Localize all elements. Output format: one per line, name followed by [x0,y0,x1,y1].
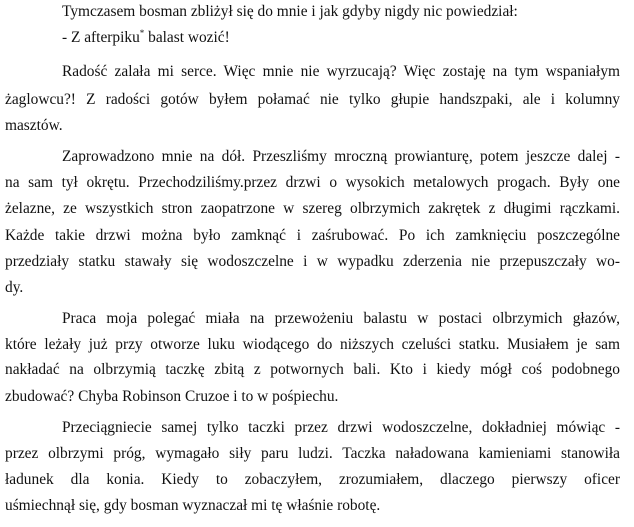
footnote-marker: * [139,28,145,38]
text-line: Każde takie drzwi można było zamknąć i zaśrubować. Po ich zamknięciu poszczególne [5,227,620,244]
text-line: na sam tył okrętu. Przechodziliśmy.przez drzwi o wysokich metalowych progach. Były one [5,174,620,191]
text-line: Przeciągniecie samej tylko taczki przez drzwi wodoszczelne, dokładniej mówiąc - [62,419,620,436]
text-line: uśmiechnął się, gdy bosman wyznaczał mi tę właśnie robotę. [5,497,381,514]
text-line [62,26,230,50]
text-line: przez olbrzymi próg, wymagało siły paru ludzi. Taczka naładowana kamieniami stanowiła [5,445,620,462]
text-span: balast wozić! [144,29,230,46]
text-line: żaglowcu?! Z radości gotów byłem połamać nie tylko głupie handszpaki, ale i kolumny [5,91,620,108]
text-line: nakładać na olbrzymią taczkę zbitą z potwornych bali. Kto i kiedy mógł coś podobnego [5,361,620,378]
text-line: które leżały już przy otworze luku wiodącego do niższych czeluści statku. Musiałem je sam [5,336,620,353]
text-line: żelazne, ze wszystkich stron zaopatrzone w szereg olbrzymich zakrętek z długimi rączkami. [5,200,620,217]
text-span: - Z afterpiku [62,29,140,46]
text-line: przedziały statku stawały się wodoszczelne i w wypadku zderzenia nie przepuszczały wo- [5,253,620,270]
text-line: Zaprowadzono mnie na dół. Przeszliśmy mroczną prowianturę, potem jeszcze dalej - [62,148,620,165]
text-line: ładunek dla konia. Kiedy to zobaczyłem, zrozumiałem, dlaczego pierwszy oficer [5,471,620,488]
text-line: masztów. [5,117,63,134]
text-line: Radość zalała mi serce. Więc mnie nie wyrzucają? Więc zostaję na tym wspaniałym [62,63,620,80]
text-line: zbudować? Chyba Robinson Cruzoe i to w pośpiechu. [5,388,339,405]
text-line: Tymczasem bosman zbliżył się do mnie i jak gdyby nigdy nic powiedział: [62,3,518,20]
text-line: Praca moja polegać miała na przewożeniu balastu w postaci olbrzymich głazów, [62,310,620,327]
text-line: dy. [5,279,24,296]
